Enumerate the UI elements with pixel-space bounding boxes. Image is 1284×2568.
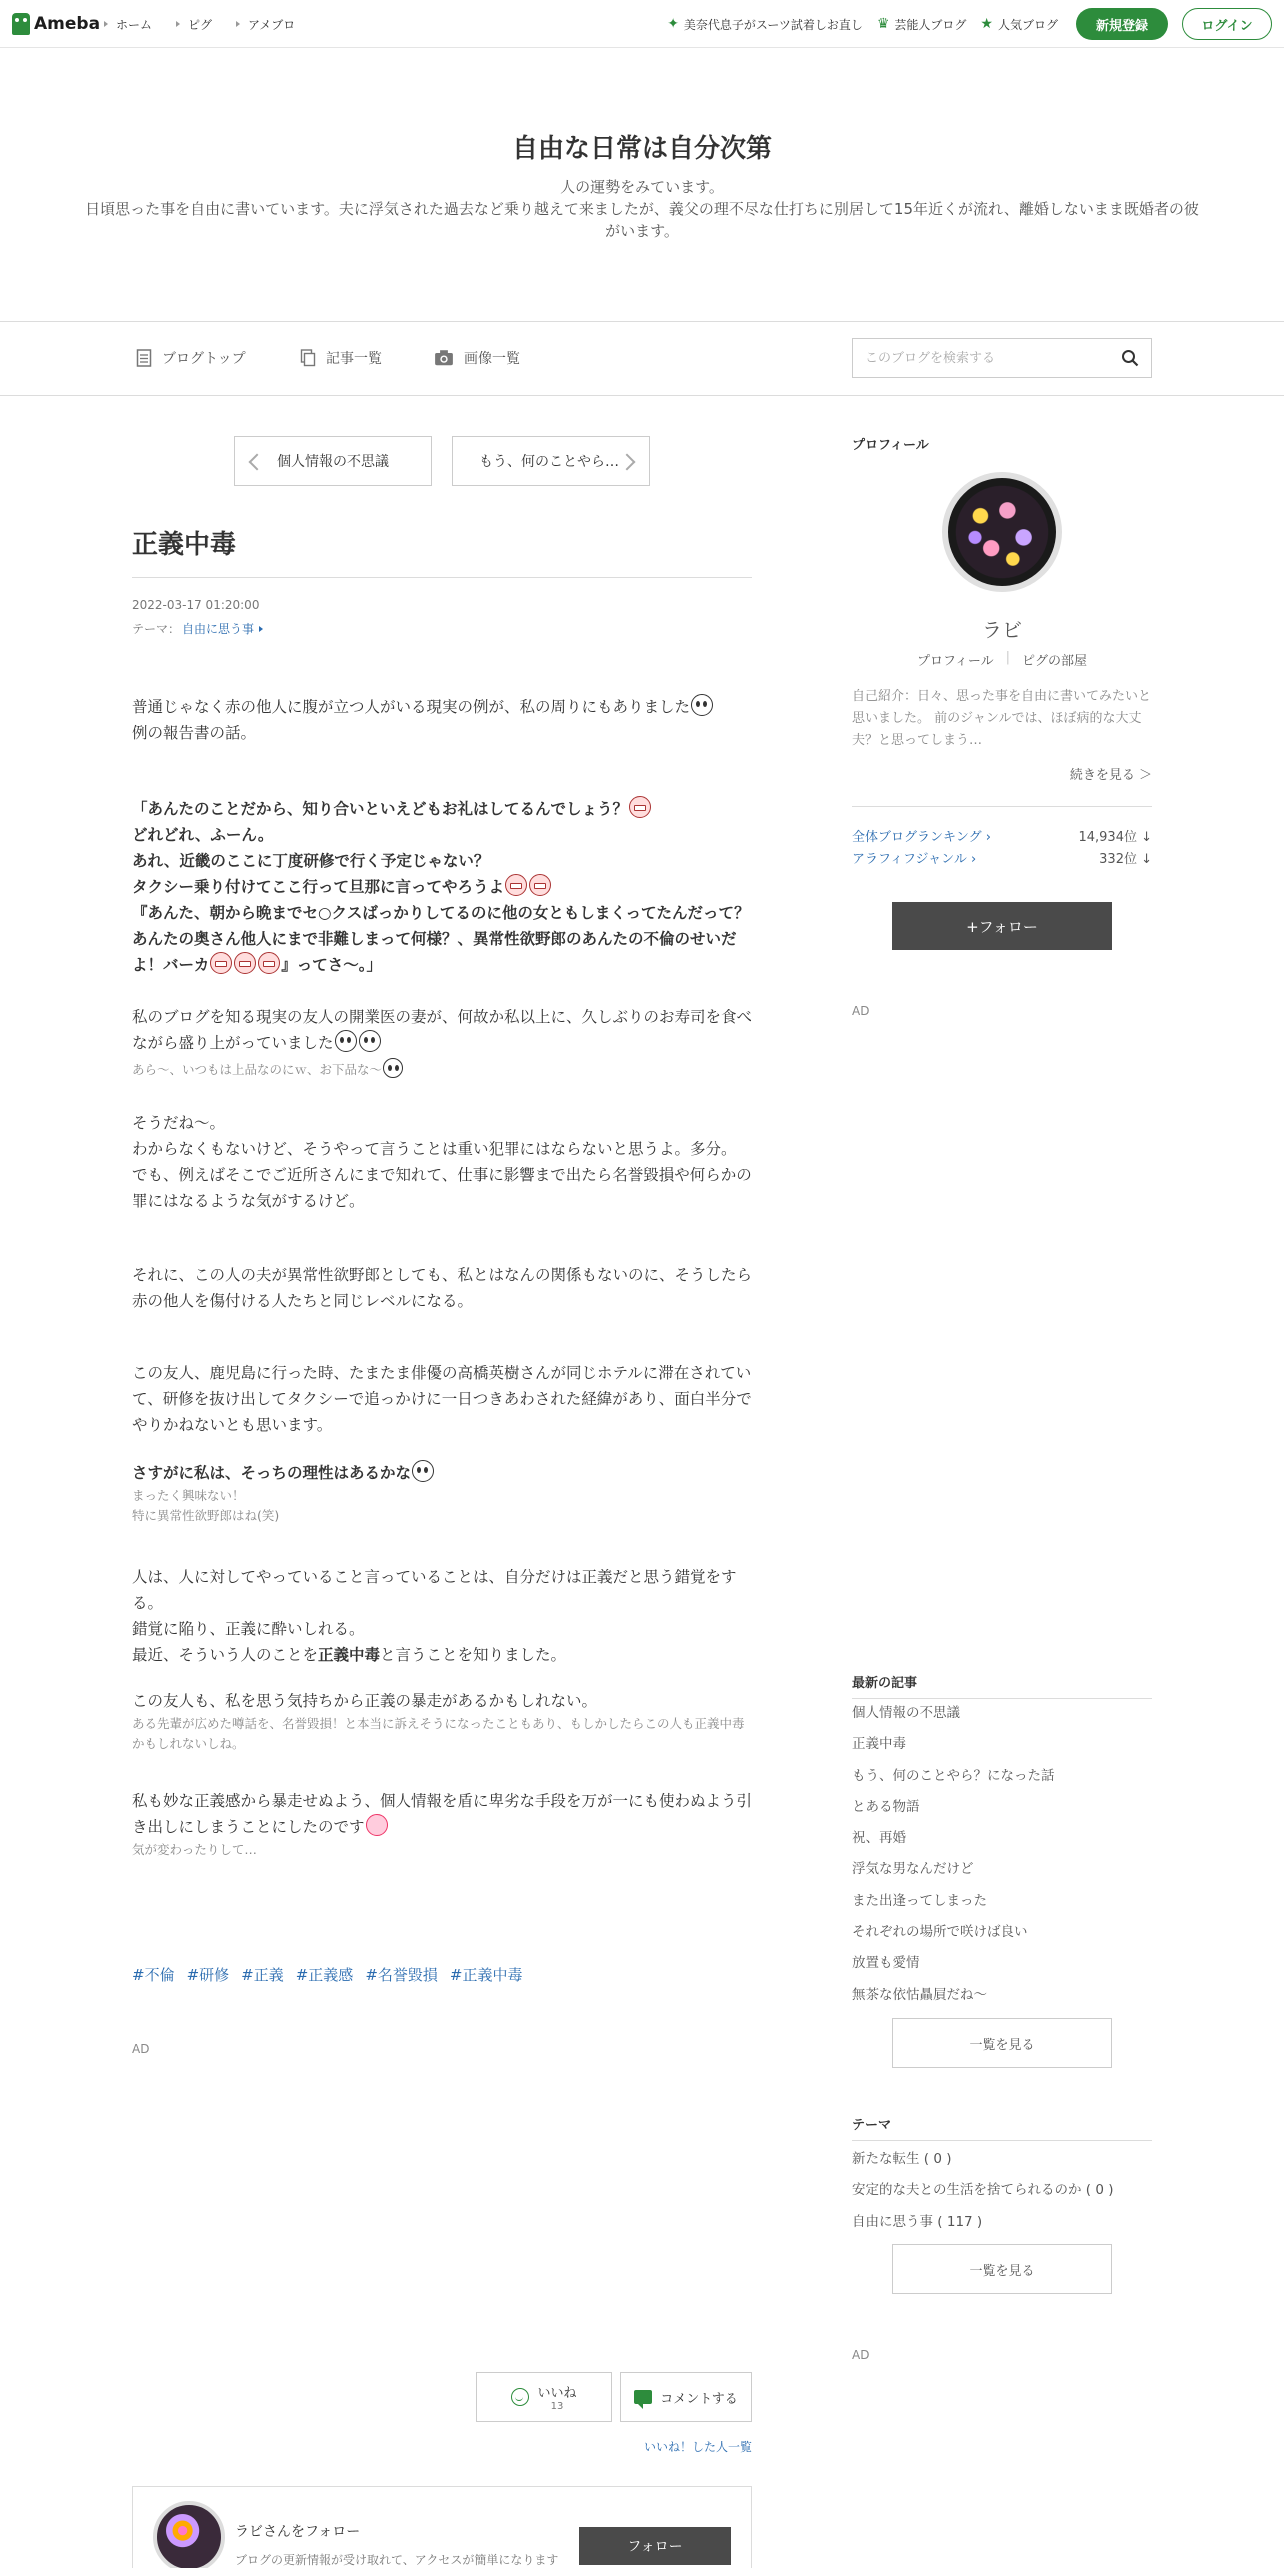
entry-theme-link[interactable]: 自由に思う事 — [182, 622, 255, 636]
global-header — [0, 0, 1284, 48]
profile-link[interactable]: プロフィール — [916, 654, 994, 669]
paragraph: 私も妙な正義感から暴走せぬよう、個人情報を盾に卑劣な手段を万が一にも使わぬよう引き出しにしまうことにしたのです 気が変わったりして… — [132, 1792, 753, 1857]
laugh-emoji-icon — [383, 1058, 403, 1078]
ranking-row — [852, 848, 1152, 867]
follow-card — [132, 2486, 752, 2568]
prev-article-button[interactable]: 個人情報の不思議 — [234, 436, 432, 486]
hashtag[interactable]: #研修 — [186, 1966, 230, 1984]
comment-button[interactable]: コメントする — [620, 2372, 752, 2422]
article-pager — [234, 436, 650, 486]
latest-article-item[interactable]: 浮気な男なんだけど — [852, 1861, 974, 1878]
like-button[interactable]: いいね 13 — [476, 2372, 612, 2422]
entry-theme: テーマ： 自由に思う事 — [132, 620, 263, 637]
paragraph: この友人も、私を思う気持ちから正義の暴走があるかもしれない。 ある先輩が広めた噂話を、名誉毀損！と本当に訴えそうになったこともあり、もしかしたらこの人も正義中毒かもしれないしね。 — [132, 1692, 745, 1751]
nav-blog-top[interactable]: ブログトップ — [136, 348, 246, 368]
ameba-logo-icon — [12, 13, 30, 35]
promo-link-news[interactable]: ✦ 美奈代息子がスーツ試着しお直し — [667, 16, 863, 32]
ad-label: AD — [852, 1004, 870, 1018]
see-all-articles-button[interactable]: 一覧を見る — [892, 2018, 1112, 2068]
pig-emoji-icon — [366, 1814, 388, 1836]
nav-home[interactable]: ホーム — [104, 16, 152, 33]
theme-item[interactable]: 新たな転生 ( 0 ) — [852, 2151, 952, 2167]
overall-ranking-link[interactable]: 全体ブログランキング › — [852, 830, 991, 845]
blog-search — [852, 338, 1152, 378]
chevron-right-icon — [104, 21, 108, 27]
hashtag[interactable]: #不倫 — [132, 1966, 175, 1984]
promo-link-popular-blogs[interactable]: ★ 人気ブログ — [980, 16, 1058, 32]
latest-article-item[interactable]: それぞれの場所で咲けば良い — [852, 1924, 1028, 1941]
copy-icon — [300, 349, 316, 367]
paragraph: 私のブログを知る現実の友人の開業医の妻が、何故か私以上に、久しぶりのお寿司を食べながら盛り上がっていました あら〜、いつもは上品なのにｗ、お下品な〜 — [132, 1008, 753, 1077]
theme-item[interactable]: 安定的な夫との生活を捨てられるのか ( 0 ) — [852, 2182, 1114, 2199]
document-icon — [136, 349, 152, 367]
chevron-left-icon — [249, 454, 266, 471]
ad-label: AD — [132, 2042, 150, 2056]
read-more-link[interactable]: 続きを見る ＞ — [1069, 768, 1152, 783]
nav-image-list[interactable]: 画像一覧 — [434, 348, 520, 368]
comment-icon — [634, 2390, 652, 2404]
entry-date: 2022-03-17 01:20:00 — [132, 598, 260, 612]
angry-emoji-icon — [258, 952, 280, 974]
likers-list-link[interactable]: いいね！した人一覧 — [643, 2440, 752, 2454]
blog-search-input[interactable] — [853, 339, 1103, 377]
smile-emoji-icon — [691, 694, 713, 716]
nav-article-list[interactable]: 記事一覧 — [300, 348, 382, 368]
paragraph: 普通じゃなく赤の他人に腹が立つ人がいる現実の例が、私の周りにもありました 例の報告書の話。 — [132, 694, 752, 746]
sidebar-follow-button[interactable]: +フォロー — [892, 902, 1112, 950]
latest-articles-list — [852, 1698, 1152, 2011]
ad-label: AD — [852, 2348, 870, 2362]
follow-button[interactable]: フォロー — [579, 2527, 731, 2565]
reaction-buttons — [476, 2372, 752, 2422]
angry-emoji-icon — [529, 874, 551, 896]
hashtag[interactable]: #名誉毀損 — [365, 1966, 438, 1984]
latest-article-item[interactable]: 個人情報の不思議 — [852, 1705, 960, 1721]
angry-emoji-icon — [505, 874, 527, 896]
title-divider — [132, 577, 752, 578]
login-button[interactable]: ログイン — [1182, 8, 1272, 40]
blog-header — [0, 48, 1284, 322]
profile-name[interactable]: ラビ — [982, 618, 1022, 642]
like-count: 13 — [550, 2401, 564, 2412]
promo-link-celebrity-blogs[interactable]: ♛ 芸能人ブログ — [876, 16, 967, 32]
hashtag[interactable]: #正義中毒 — [449, 1966, 523, 1984]
genre-ranking-value: 332位 ↓ — [1099, 852, 1152, 867]
latest-article-item[interactable]: とある物語 — [852, 1798, 920, 1815]
overall-ranking-value: 14,934位 ↓ — [1078, 830, 1152, 845]
chevron-right-icon — [176, 21, 180, 27]
blog-description: 人の運勢をみています。 日頃思った事を自由に書いています。夫に浮気された過去など乗り越えて来ましたが、義父の理不尽な仕打ちに別居して15年近くが流れ、離婚しないまま既婚者の彼がいます。 — [85, 178, 1199, 240]
latest-articles-heading: 最新の記事 — [852, 1676, 918, 1691]
blog-nav — [0, 322, 1284, 396]
hashtag-list — [132, 1964, 522, 1985]
latest-article-item[interactable]: もう、何のことやら？になった話 — [852, 1767, 1055, 1784]
follow-card-subtitle: ブログの更新情報が受け取れて、アクセスが簡単になります — [235, 2553, 559, 2567]
profile-avatar[interactable] — [942, 472, 1062, 592]
smiley-icon — [511, 2388, 529, 2406]
divider: | — [1005, 650, 1011, 665]
divider — [852, 806, 1152, 807]
smirk-emoji-icon — [412, 1460, 434, 1482]
pig-room-link[interactable]: ピグの部屋 — [1022, 654, 1088, 669]
genre-ranking-link[interactable]: アラフィフジャンル › — [852, 852, 977, 867]
theme-list — [852, 2144, 1152, 2238]
latest-article-item[interactable]: 正義中毒 — [852, 1736, 906, 1753]
next-article-button[interactable]: もう、何のことやら… — [452, 436, 650, 486]
hashtag[interactable]: #正義 — [241, 1966, 284, 1984]
quote-block: 「あんたのことだから、知り合いといえどもお礼はしてるんでしょう？ どれどれ、ふーん。 あれ、近畿のここに丁度研修で行く予定じゃない？ タクシー乗り付けてここ行って旦那に言ってやろうよ 『あんた、朝から晩までセ○クスばっかりしてるのに他の女ともしまくってたんだって？あんたの奥さん他人にまで非難しまって何様？、異常性欲野郎のあんたの不倫のせいだよ！バーカ 』ってさ〜。」 — [132, 796, 752, 978]
star-icon: ★ — [980, 16, 993, 32]
angry-emoji-icon — [210, 952, 232, 974]
ameba-logo[interactable]: Ameba — [12, 12, 100, 36]
angry-emoji-icon — [234, 952, 256, 974]
hashtag[interactable]: #正義感 — [295, 1966, 354, 1984]
entry-title[interactable]: 正義中毒 — [132, 530, 237, 560]
divider — [852, 2140, 1152, 2141]
angry-emoji-icon — [629, 796, 651, 818]
chevron-right-icon — [236, 21, 240, 27]
header-actions — [667, 0, 1272, 48]
search-icon[interactable] — [1121, 349, 1139, 367]
blog-title[interactable]: 自由な日常は自分次第 — [511, 134, 772, 164]
paragraph: さすがに私は、そっちの理性はあるかな まったく興味ない！ 特に異常性欲野郎はね(笑) — [132, 1460, 752, 1526]
paragraph: そうだね～。 わからなくもないけど、そうやって言うことは重い犯罪にはならないと思うよ。多分。 でも、例えばそこでご近所さんにまで知れて、仕事に影響まで出たら名誉毀損や何らかの罪にはなるような気がするけど。 — [132, 1114, 752, 1210]
nav-ameblo[interactable]: アメブロ — [236, 16, 295, 33]
latest-article-item[interactable]: 無茶な依怙贔屓だね〜 — [852, 1986, 987, 2003]
sparkle-icon: ✦ — [667, 16, 679, 32]
latest-article-item[interactable]: 放置も愛情 — [852, 1955, 920, 1972]
paragraph: それに、この人の夫が異常性欲野郎としても、私とはなんの関係もないのに、そうしたら赤の他人を傷付ける人たちと同じレベルになる。 — [132, 1266, 753, 1310]
latest-article-item[interactable]: また出逢ってしまった — [852, 1892, 987, 1909]
nav-pigg[interactable]: ピグ — [176, 16, 212, 33]
profile-heading: プロフィール — [852, 438, 929, 453]
theme-item[interactable]: 自由に思う事 ( 117 ) — [852, 2213, 983, 2230]
camera-icon — [434, 349, 454, 367]
theme-heading: テーマ — [852, 2118, 892, 2133]
avatar — [153, 2501, 225, 2568]
ranking-row — [852, 826, 1152, 845]
wide-eyes-emoji-icon — [359, 1030, 381, 1052]
wide-eyes-emoji-icon — [335, 1030, 357, 1052]
follow-card-title: ラビさんをフォロー — [235, 2524, 361, 2540]
global-nav — [104, 0, 295, 48]
latest-article-item[interactable]: 祝、再婚 — [852, 1830, 906, 1847]
chevron-right-icon — [619, 454, 636, 471]
paragraph: この友人、鹿児島に行った時、たまたま俳優の高橋英樹さんが同じホテルに滞在されていて、研修を抜け出してタクシーで追っかけに一日つきあわされた経緯があり、面白半分でやりかねないとも思います。 — [132, 1364, 752, 1434]
see-all-themes-button[interactable]: 一覧を見る — [892, 2244, 1112, 2294]
signup-button[interactable]: 新規登録 — [1076, 8, 1168, 40]
profile-intro: 自己紹介：日々、思った事を自由に書いてみたいと思いました。 前のジャンルでは、ほぼ病的な大丈夫？と思ってしまう… — [852, 689, 1152, 748]
paragraph: 人は、人に対してやっていること言っていることは、自分だけは正義だと思う錯覚をする。 錯覚に陥り、正義に酔いしれる。 最近、そういう人のことを正義中毒と言うことを知りました。 — [132, 1568, 737, 1664]
profile-links — [852, 650, 1152, 669]
crown-icon: ♛ — [876, 16, 890, 32]
chevron-right-icon — [259, 626, 263, 632]
